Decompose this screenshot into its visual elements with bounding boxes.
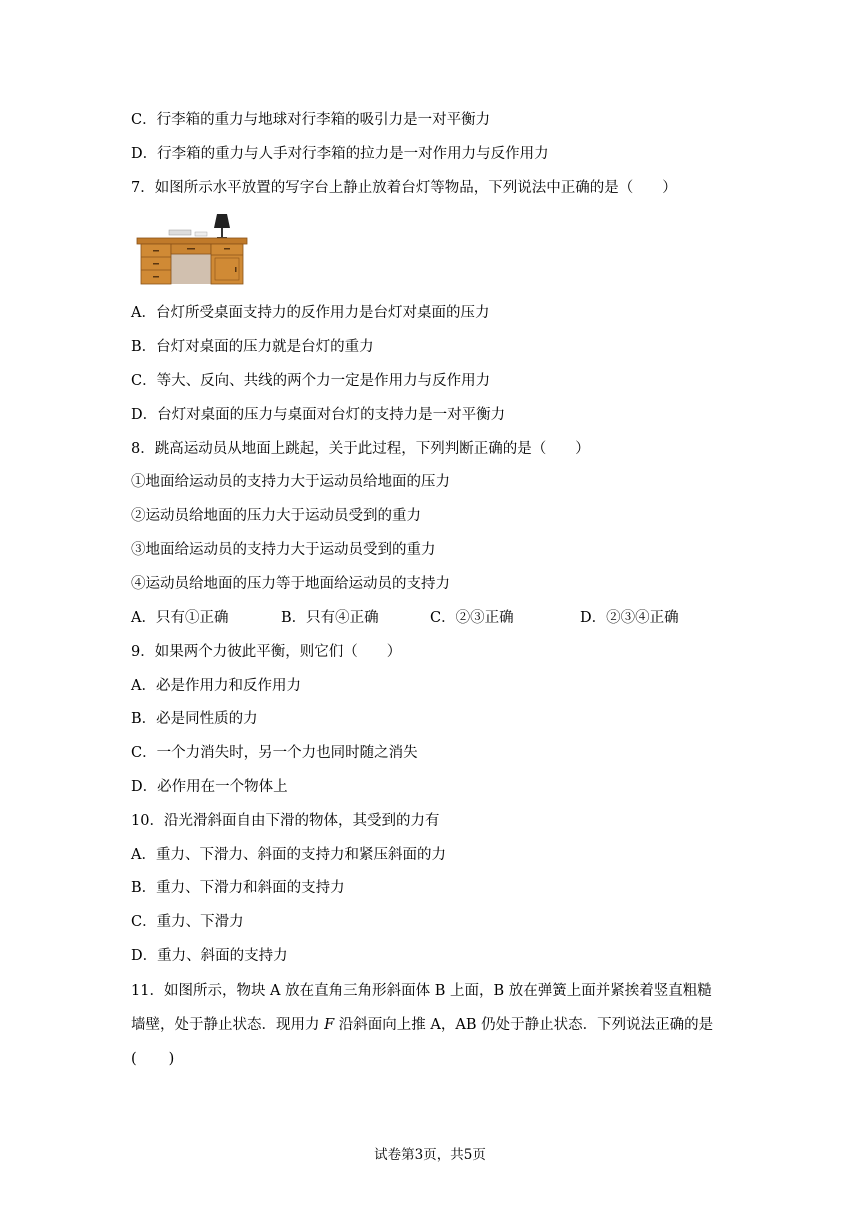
q11-text-part-1: 墙壁，处于静止状态．现用力 (131, 1017, 325, 1033)
q10-stem: 10．沿光滑斜面自由下滑的物体，其受到的力有 (131, 813, 440, 829)
q7-option-b: B．台灯对桌面的压力就是台灯的重力 (131, 339, 374, 355)
q10-option-c: C．重力、下滑力 (131, 914, 244, 930)
q11-text-part-2: 沿斜面向上推 A，AB 仍处于静止状态．下列说法正确的是 (334, 1017, 714, 1033)
bracket-open: ( (131, 1051, 137, 1067)
q8-stem: 8．跳高运动员从地面上跳起，关于此过程，下列判断正确的是（ ） (131, 441, 590, 457)
q8-statement-2: ②运动员给地面的压力大于运动员受到的重力 (131, 508, 421, 524)
q6-option-c: C．行李箱的重力与地球对行李箱的吸引力是一对平衡力 (131, 112, 491, 128)
q11-answer-brackets (131, 1049, 174, 1069)
q8-option-a: A．只有①正确 (131, 610, 229, 626)
q9-option-d: D．必作用在一个物体上 (131, 779, 288, 795)
q8-option-d: D．②③④正确 (580, 610, 679, 626)
q9-option-c: C．一个力消失时，另一个力也同时随之消失 (131, 745, 418, 761)
q11-stem-line-1: 11．如图所示，物块 A 放在直角三角形斜面体 B 上面，B 放在弹簧上面并紧挨着竖直粗糙 (131, 983, 712, 999)
q10-option-a: A．重力、下滑力、斜面的支持力和紧压斜面的力 (131, 847, 446, 863)
q8-statement-1: ①地面给运动员的支持力大于运动员给地面的压力 (131, 474, 450, 490)
desk-with-lamp-image (135, 210, 250, 288)
force-symbol-f: F (324, 1017, 335, 1033)
q9-option-b: B．必是同性质的力 (131, 711, 258, 727)
bracket-close: ) (168, 1051, 175, 1067)
q10-option-d: D．重力、斜面的支持力 (131, 948, 288, 964)
q7-option-c: C．等大、反向、共线的两个力一定是作用力与反作用力 (131, 373, 491, 389)
q7-option-d: D．台灯对桌面的压力与桌面对台灯的支持力是一对平衡力 (131, 407, 506, 423)
q10-option-b: B．重力、下滑力和斜面的支持力 (131, 880, 345, 896)
page-footer: 试卷第3页，共5页 (374, 1147, 486, 1163)
q9-stem: 9．如果两个力彼此平衡，则它们（ ） (131, 644, 402, 660)
q8-option-c: C．②③正确 (430, 610, 514, 626)
q9-option-a: A．必是作用力和反作用力 (131, 678, 301, 694)
q7-option-a: A．台灯所受桌面支持力的反作用力是台灯对桌面的压力 (131, 305, 490, 321)
q8-statement-3: ③地面给运动员的支持力大于运动员受到的重力 (131, 542, 436, 558)
q6-option-d: D．行李箱的重力与人手对行李箱的拉力是一对作用力与反作用力 (131, 146, 549, 162)
q11-stem-line-2 (131, 1015, 713, 1035)
q8-option-b: B．只有④正确 (281, 610, 379, 626)
q7-stem: 7．如图所示水平放置的写字台上静止放着台灯等物品，下列说法中正确的是（ ） (131, 180, 677, 196)
q8-statement-4: ④运动员给地面的压力等于地面给运动员的支持力 (131, 576, 450, 592)
q8-options-row (131, 608, 731, 628)
